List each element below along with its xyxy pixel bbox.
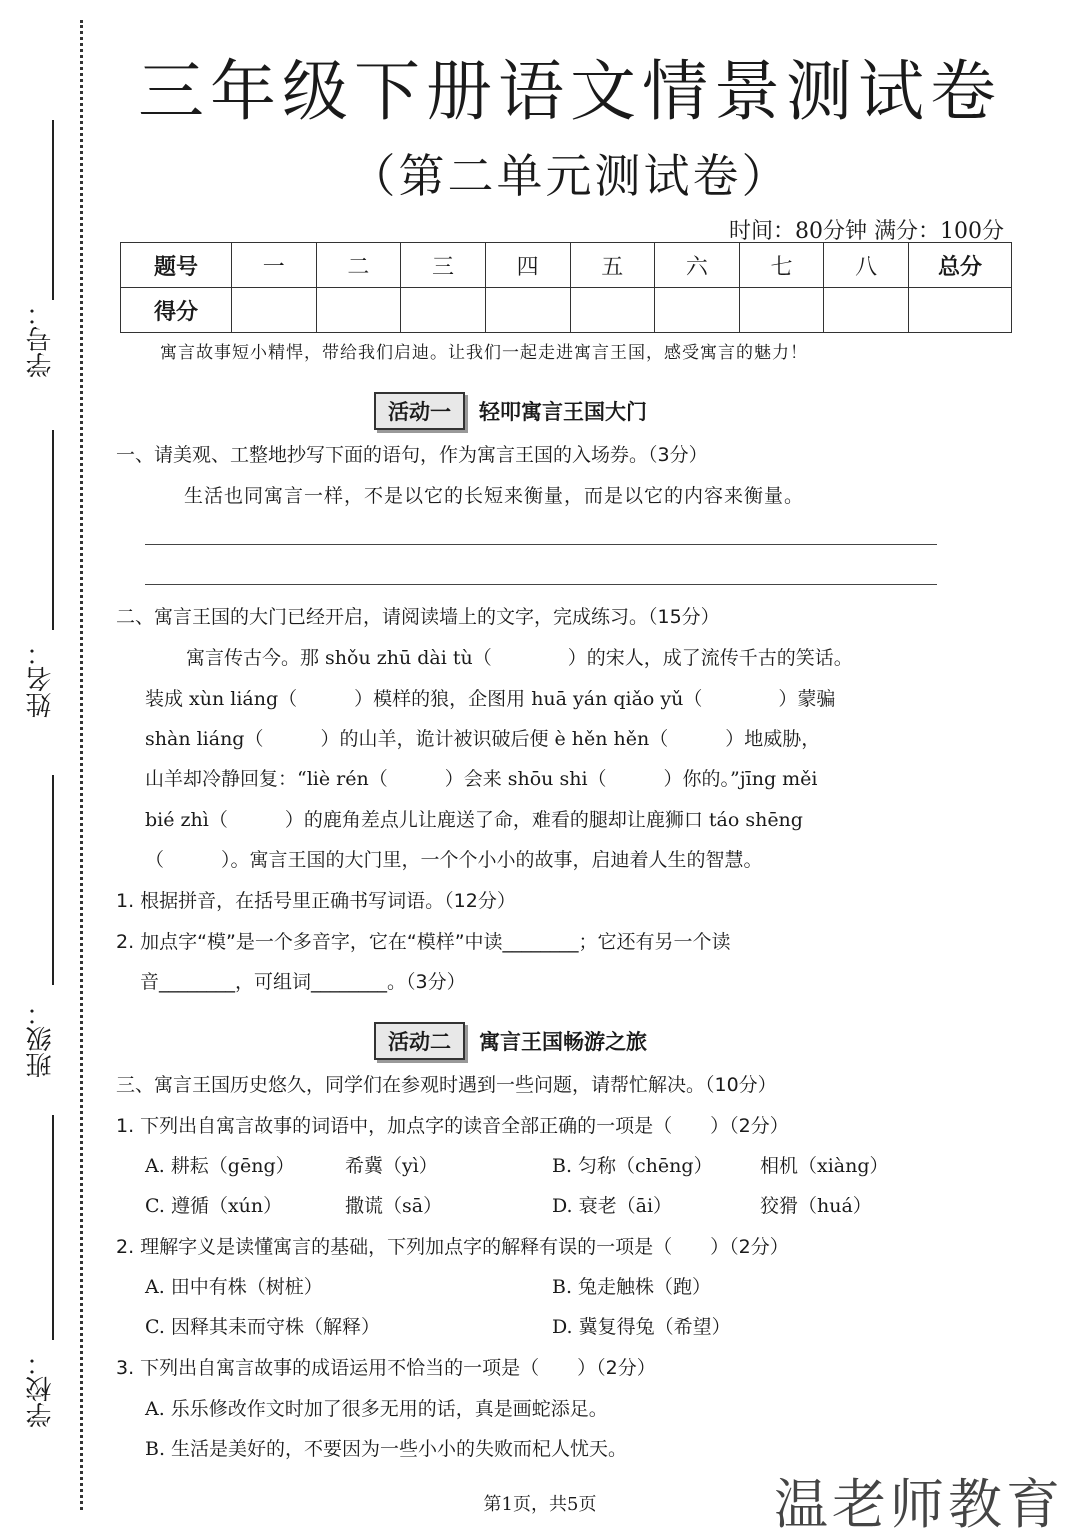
activity1-title: 轻叩寓言王国大门 — [479, 400, 647, 424]
score-col-7: 七 — [739, 243, 824, 288]
copy-line-1[interactable] — [145, 544, 937, 545]
activity2-tag: 活动二 — [374, 1022, 465, 1060]
score-table — [120, 242, 1012, 333]
school-label: 学校： — [26, 1350, 56, 1428]
q2-passage-line: 装成 xùn liáng（ ）模样的狼，企图用 huā yán qiǎo yǔ（ ）蒙骗 — [145, 688, 836, 710]
q3-title: 三、寓言王国历史悠久，同学们在参观时遇到一些问题，请帮忙解决。（10分） — [116, 1074, 777, 1096]
score-cell[interactable] — [401, 288, 486, 333]
q1-title: 一、请美观、工整地抄写下面的语句，作为寓言王国的入场券。（3分） — [116, 444, 708, 466]
class-line — [52, 775, 54, 985]
score-cell[interactable] — [316, 288, 401, 333]
score-col-2: 二 — [316, 243, 401, 288]
q2-passage-line: 寓言传古今。那 shǒu zhū dài tù（ ）的宋人，成了流传千古的笑话。 — [186, 647, 853, 669]
q3-s2-option[interactable]: D. 冀复得兔（希望） — [552, 1316, 731, 1338]
activity2-title: 寓言王国畅游之旅 — [479, 1030, 647, 1054]
name-line — [52, 430, 54, 630]
q3-s2: 2. 理解字义是读懂寓言的基础，下列加点字的解释有误的一项是（ ）（2分） — [116, 1236, 789, 1258]
score-col-1: 一 — [232, 243, 317, 288]
score-col-8: 八 — [824, 243, 909, 288]
binding-cut-line — [80, 20, 83, 1510]
q3-s1-option[interactable]: C. 遵循（xún） — [145, 1195, 283, 1217]
q1-sentence: 生活也同寓言一样，不是以它的长短来衡量，而是以它的内容来衡量。 — [184, 485, 805, 507]
q3-s2-option[interactable]: B. 兔走触株（跑） — [552, 1276, 712, 1298]
q2-sub2-line1: 2. 加点字“模”是一个多音字，它在“模样”中读________；它还有另一个读 — [116, 931, 731, 953]
score-cell[interactable] — [824, 288, 909, 333]
score-cell[interactable] — [909, 288, 1012, 333]
score-col-total: 总分 — [909, 243, 1012, 288]
score-table-row2-header: 得分 — [121, 288, 232, 333]
score-cell[interactable] — [655, 288, 740, 333]
time-info: 时间：80分钟 满分：100分 — [729, 219, 1004, 244]
q3-s1-option: 相机（xiàng） — [760, 1155, 889, 1177]
q2-sub1: 1. 根据拼音，在括号里正确书写词语。（12分） — [116, 890, 516, 912]
q3-s1-option: 狡猾（huá） — [760, 1195, 872, 1217]
q3-s1-option: 希冀（yì） — [345, 1155, 438, 1177]
q3-s2-option[interactable]: A. 田中有株（树桩） — [145, 1276, 323, 1298]
watermark: 温老师教育 — [774, 1473, 1064, 1536]
class-label: 班级： — [26, 1000, 56, 1078]
page-subtitle: （第二单元测试卷） — [349, 149, 791, 203]
score-table-header-row — [121, 243, 1012, 288]
score-col-4: 四 — [485, 243, 570, 288]
q3-s2-option[interactable]: C. 因释其耒而守株（解释） — [145, 1316, 380, 1338]
q3-s1: 1. 下列出自寓言故事的词语中，加点字的读音全部正确的一项是（ ）（2分） — [116, 1115, 789, 1137]
q3-s3: 3. 下列出自寓言故事的成语运用不恰当的一项是（ ）（2分） — [116, 1357, 656, 1379]
score-cell[interactable] — [232, 288, 317, 333]
q3-s1-option[interactable]: B. 匀称（chēng） — [552, 1155, 713, 1177]
score-cell[interactable] — [570, 288, 655, 333]
activity1-heading — [374, 392, 647, 430]
activity2-heading — [374, 1022, 647, 1060]
score-col-6: 六 — [655, 243, 740, 288]
intro-text: 寓言故事短小精悍，带给我们启迪。让我们一起走进寓言王国，感受寓言的魅力！ — [160, 343, 808, 363]
q3-s3-option[interactable]: A. 乐乐修改作文时加了很多无用的话，真是画蛇添足。 — [145, 1398, 608, 1420]
score-table-score-row — [121, 288, 1012, 333]
copy-line-2[interactable] — [145, 584, 937, 585]
score-cell[interactable] — [485, 288, 570, 333]
q3-s1-option: 撒谎（sā） — [345, 1195, 443, 1217]
student-id-label: 学号： — [26, 300, 56, 378]
score-table-row1-header: 题号 — [121, 243, 232, 288]
q2-passage-line: 山羊却冷静回复：“liè rén（ ）会来 shōu shi（ ）你的。”jīng měi — [145, 768, 818, 790]
school-line — [52, 1115, 54, 1340]
activity1-tag: 活动一 — [374, 392, 465, 430]
name-label: 姓名： — [26, 640, 56, 718]
q2-sub2-line2: 音________，可组词________。（3分） — [140, 971, 466, 993]
q2-passage-line: shàn liáng（ ）的山羊，诡计被识破后便 è hěn hěn（ ）地威胁， — [145, 728, 821, 750]
q2-title: 二、寓言王国的大门已经开启，请阅读墙上的文字，完成练习。（15分） — [116, 606, 720, 628]
q3-s1-option[interactable]: D. 衰老（āi） — [552, 1195, 673, 1217]
score-col-5: 五 — [570, 243, 655, 288]
page-title: 三年级下册语文情景测试卷 — [138, 53, 1002, 130]
q3-s1-option[interactable]: A. 耕耘（gēng） — [145, 1155, 295, 1177]
score-col-3: 三 — [401, 243, 486, 288]
q2-passage-line: bié zhì（ ）的鹿角差点儿让鹿送了命，难看的腿却让鹿狮口 táo shēng — [145, 809, 803, 831]
q2-passage-line: （ ）。寓言王国的大门里，一个个小小的故事，启迪着人生的智慧。 — [145, 849, 763, 871]
score-cell[interactable] — [739, 288, 824, 333]
page-footer: 第1页，共5页 — [483, 1494, 597, 1515]
q3-s3-option[interactable]: B. 生活是美好的，不要因为一些小小的失败而杞人忧天。 — [145, 1438, 628, 1460]
